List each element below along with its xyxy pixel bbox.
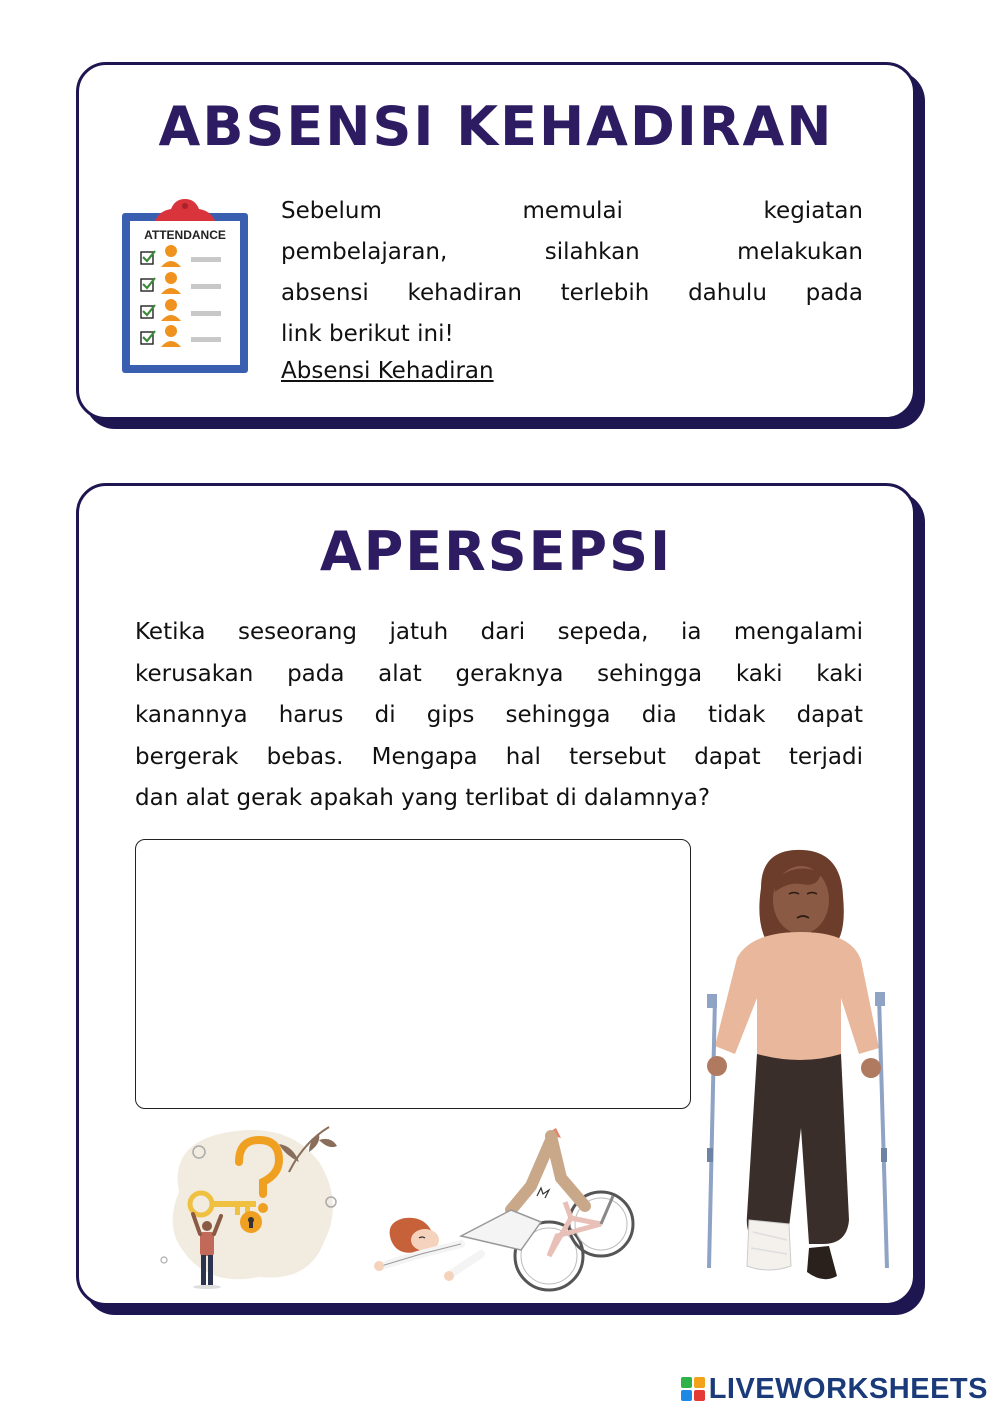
attendance-title: ABSENSI KEHADIRAN	[158, 95, 834, 158]
attendance-text-line: Sebelum memulai kegiatan	[281, 198, 863, 224]
question-line: dan alat gerak apakah yang terlibat di dalamnya?	[135, 785, 711, 811]
attendance-link[interactable]: Absensi Kehadiran	[281, 358, 494, 384]
clipboard-label: ATTENDANCE	[144, 228, 226, 242]
answer-input[interactable]	[135, 839, 691, 1109]
question-line: kerusakan pada alat geraknya sehingga kaki kaki	[135, 660, 863, 687]
question-line: bergerak bebas. Mengapa hal tersebut dapat terjadi	[135, 743, 863, 770]
attendance-text-line: link berikut ini!	[281, 321, 454, 347]
attendance-clipboard-icon	[119, 197, 251, 379]
brand-footer	[681, 1372, 988, 1406]
apersepsi-question	[135, 612, 863, 820]
question-line: kanannya harus di gips sehingga dia tidak dapat	[135, 702, 863, 728]
question-key-illustration	[159, 1122, 349, 1298]
brand-name: LIVEWORKSHEETS	[708, 1372, 988, 1405]
attendance-card	[76, 62, 916, 420]
apersepsi-card	[76, 483, 916, 1306]
woman-crutches-illustration	[691, 848, 901, 1298]
attendance-instructions	[281, 191, 863, 355]
question-line: Ketika seseorang jatuh dari sepeda, ia mengalami	[135, 619, 863, 645]
liveworksheets-logo-icon	[681, 1377, 705, 1401]
bicycle-fall-illustration	[361, 1126, 643, 1292]
attendance-text-line: pembelajaran, silahkan melakukan	[281, 239, 863, 265]
attendance-text-line: absensi kehadiran terlebih dahulu pada	[281, 280, 863, 306]
apersepsi-title: APERSEPSI	[319, 520, 673, 583]
